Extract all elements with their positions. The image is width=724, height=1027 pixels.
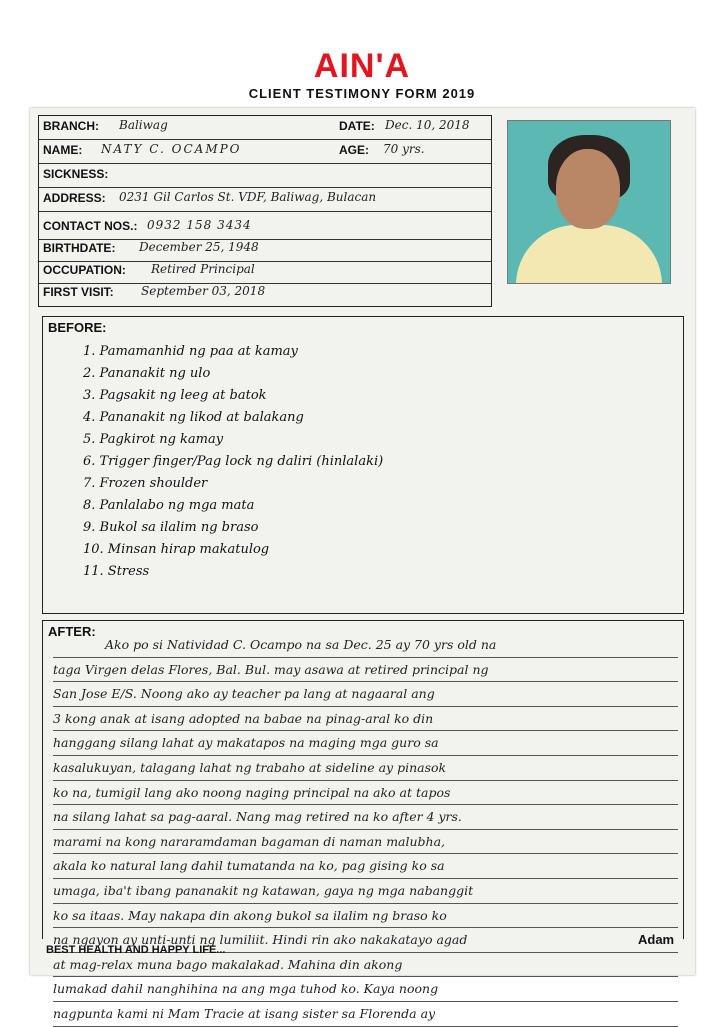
testimony-line: marami na kong nararamdaman bagaman di naman malubha, — [53, 830, 678, 855]
list-item: 9. Bukol sa ilalim ng braso — [83, 520, 259, 535]
testimony-line: akala ko natural lang dahil tumatanda na ko, pag gising ko sa — [53, 854, 678, 879]
sickness-row — [39, 164, 491, 188]
address-label: ADDRESS: — [43, 191, 106, 205]
before-section — [42, 316, 684, 614]
photo-face — [556, 149, 620, 229]
contact-row — [39, 216, 491, 240]
testimony-line: ko na, tumigil lang ako noong naging principal na ako at tapos — [53, 781, 678, 806]
testimony-line: umaga, iba't ibang pananakit ng katawan, gaya ng mga nabanggit — [53, 879, 678, 904]
name-value: NATY C. OCAMPO — [101, 142, 242, 156]
client-info-table — [38, 115, 492, 307]
address-row — [39, 188, 491, 212]
client-photo — [507, 120, 671, 284]
testimony-line: na silang lahat sa pag-aaral. Nang mag retired na ko after 4 yrs. — [53, 805, 678, 830]
occupation-value: Retired Principal — [151, 262, 255, 276]
testimony-line: 3 kong anak at isang adopted na babae na pinag-aral ko din — [53, 707, 678, 732]
sickness-label: SICKNESS: — [43, 167, 109, 181]
address-value: 0231 Gil Carlos St. VDF, Baliwag, Bulacan — [119, 190, 377, 204]
list-item: 4. Pananakit ng likod at balakang — [83, 410, 304, 425]
footer-signature: Adam — [638, 932, 675, 947]
testimony-line: San Jose E/S. Noong ako ay teacher pa lang at nagaaral ang — [53, 682, 678, 707]
age-value: 70 yrs. — [383, 142, 425, 156]
testimony-line: ko sa itaas. May nakapa din akong bukol sa ilalim ng braso ko — [53, 904, 678, 929]
birthdate-label: BIRTHDATE: — [43, 241, 116, 255]
testimony-line: na ngayon ay unti-unti ng lumiliit. Hindi rin ako nakakatayo agad — [53, 928, 678, 953]
date-value: Dec. 10, 2018 — [385, 118, 470, 132]
list-item: 11. Stress — [83, 564, 150, 579]
before-list — [83, 341, 383, 583]
list-item: 6. Trigger finger/Pag lock ng daliri (hinlalaki) — [83, 454, 384, 469]
before-heading: BEFORE: — [48, 320, 107, 335]
photo-body — [516, 225, 662, 284]
testimony-line: at mag-relax muna bago makalakad. Mahina din akong — [53, 953, 678, 978]
date-label: DATE: — [339, 119, 375, 133]
branch-label: BRANCH: — [43, 119, 99, 133]
list-item: 2. Pananakit ng ulo — [83, 366, 211, 381]
list-item: 1. Pamamanhid ng paa at kamay — [83, 344, 298, 359]
first-visit-label: FIRST VISIT: — [43, 285, 114, 299]
branch-value: Baliwag — [119, 118, 168, 132]
form-title: CLIENT TESTIMONY FORM 2019 — [248, 86, 476, 101]
brand-logo: AIN'A — [313, 47, 411, 85]
list-item: 5. Pagkirot ng kamay — [83, 432, 224, 447]
list-item: 7. Frozen shoulder — [83, 476, 208, 491]
birthdate-row — [39, 238, 491, 262]
age-label: AGE: — [339, 143, 369, 157]
occupation-row — [39, 260, 491, 284]
name-row — [39, 140, 491, 164]
testimony-line: kasalukuyan, talagang lahat ng trabaho at sideline ay pinasok — [53, 756, 678, 781]
testimony-line: taga Virgen delas Flores, Bal. Bul. may asawa at retired principal ng — [53, 658, 678, 683]
list-item: 3. Pagsakit ng leeg at batok — [83, 388, 267, 403]
list-item: 10. Minsan hirap makatulog — [83, 542, 270, 557]
first-visit-value: September 03, 2018 — [141, 284, 266, 298]
testimony-line: nagpunta kami ni Mam Tracie at isang sister sa Florenda ay — [53, 1002, 678, 1027]
testimony-text — [53, 633, 678, 1027]
after-heading: AFTER: — [48, 624, 96, 639]
list-item: 8. Panlalabo ng mga mata — [83, 498, 255, 513]
footer-tagline: BEST HEALTH AND HAPPY LIFE... — [46, 944, 226, 956]
name-label: NAME: — [43, 143, 83, 157]
testimony-line: Ako po si Natividad C. Ocampo na sa Dec. 25 ay 70 yrs old na — [53, 633, 678, 658]
testimony-line: hanggang silang lahat ay makatapos na maging mga guro sa — [53, 731, 678, 756]
contact-label: CONTACT NOS.: — [43, 219, 138, 233]
birthdate-value: December 25, 1948 — [139, 240, 259, 254]
first-visit-row — [39, 282, 491, 305]
branch-row — [39, 116, 491, 140]
contact-value: 0932 158 3434 — [147, 218, 252, 232]
occupation-label: OCCUPATION: — [43, 263, 126, 277]
testimony-line: lumakad dahil nanghihina na ang mga tuhod ko. Kaya noong — [53, 977, 678, 1002]
